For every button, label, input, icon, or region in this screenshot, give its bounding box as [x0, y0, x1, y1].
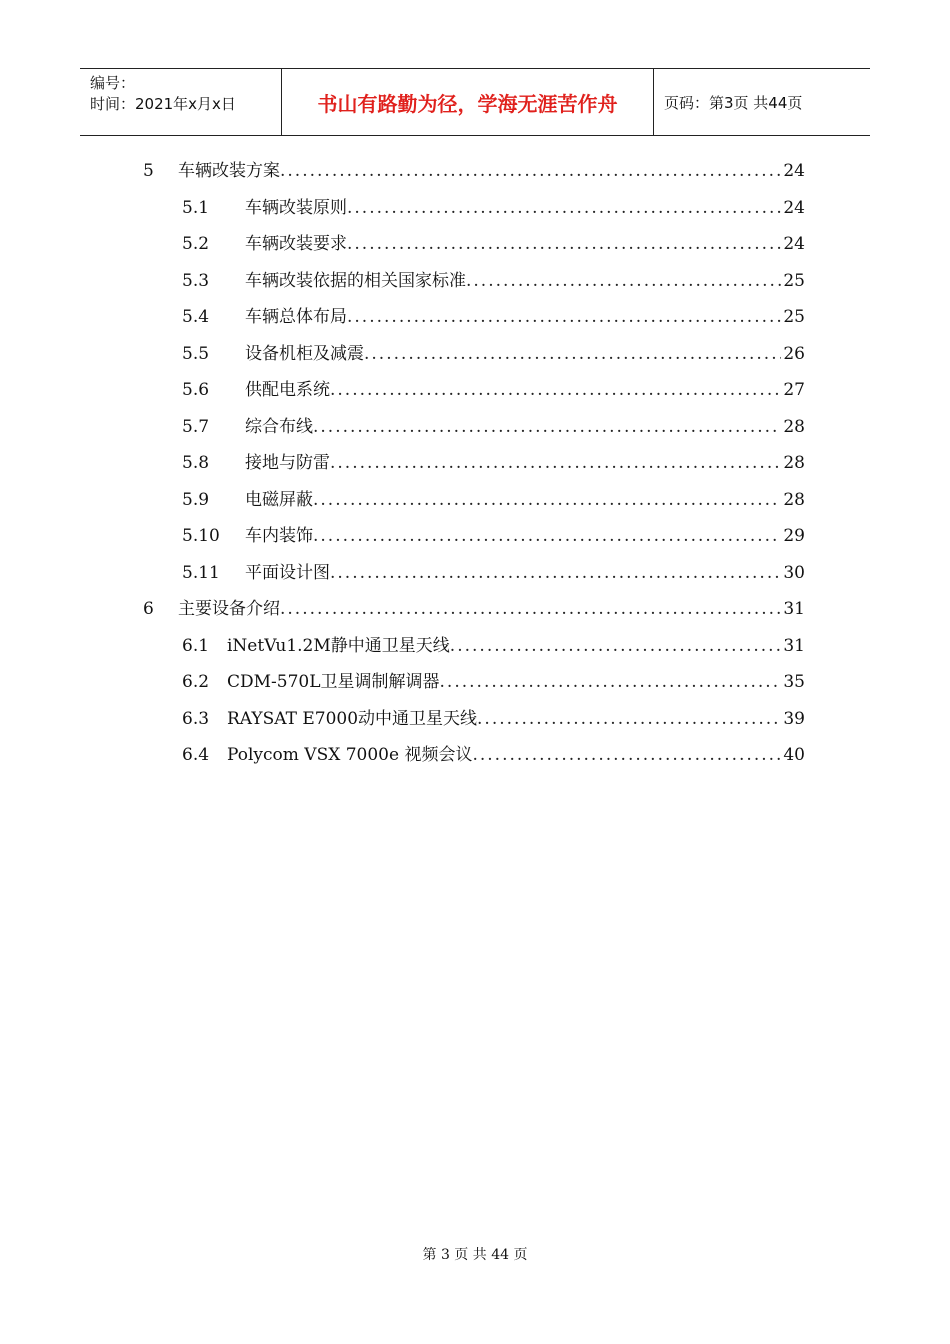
- toc-page: 26: [783, 344, 805, 364]
- toc-number: 6.4: [182, 745, 210, 765]
- toc-page: 35: [783, 672, 805, 692]
- toc-title: 设备机柜及减震: [245, 344, 364, 364]
- toc-leader: [347, 195, 781, 221]
- toc-title: 平面设计图: [245, 563, 330, 583]
- toc-page: 25: [783, 307, 805, 327]
- toc-entry-6[interactable]: [143, 596, 805, 622]
- toc-leader: [450, 633, 782, 659]
- toc-leader: [477, 706, 781, 732]
- toc-page: 24: [783, 161, 805, 181]
- toc-entry-5-5[interactable]: [182, 341, 805, 367]
- toc-number: 6.2: [182, 672, 210, 692]
- toc-number: 5.9: [182, 490, 210, 510]
- toc-leader: [466, 268, 781, 294]
- toc-number: 5.4: [182, 307, 210, 327]
- toc-number: 5.10: [182, 526, 220, 546]
- header-page-info: 页码：第3页 共44页: [664, 93, 803, 112]
- toc-page: 28: [783, 453, 805, 473]
- toc-page: 28: [783, 417, 805, 437]
- toc-leader: [330, 450, 781, 476]
- toc-entry-5-7[interactable]: [182, 414, 805, 440]
- toc-page: 39: [783, 709, 805, 729]
- toc-entry-5-11[interactable]: [182, 560, 805, 586]
- toc-entry-6-2[interactable]: [182, 669, 805, 695]
- toc-leader: [330, 560, 781, 586]
- toc-page: 40: [783, 745, 805, 765]
- toc-entry-5-2[interactable]: [182, 231, 805, 257]
- toc-title: 主要设备介绍: [178, 599, 280, 619]
- toc-entry-6-3[interactable]: [182, 706, 805, 732]
- toc-title: 供配电系统: [245, 380, 330, 400]
- toc-number: 5.11: [182, 563, 220, 583]
- toc-number: 6: [143, 599, 154, 619]
- toc-title: 车辆总体布局: [245, 307, 347, 327]
- toc-leader: [313, 487, 781, 513]
- toc-entry-5-8[interactable]: [182, 450, 805, 476]
- toc-page: 24: [783, 198, 805, 218]
- toc-entry-6-1[interactable]: [182, 633, 805, 659]
- toc-entry-5-10[interactable]: [182, 523, 805, 549]
- toc-title: 车辆改装方案: [178, 161, 280, 181]
- document-number-label: 编号：: [90, 74, 136, 92]
- toc-entry-5-1[interactable]: [182, 195, 805, 221]
- toc-title: RAYSAT E7000动中通卫星天线: [227, 709, 478, 729]
- toc-leader: [347, 231, 781, 257]
- toc-page: 29: [783, 526, 805, 546]
- toc-leader: [280, 596, 781, 622]
- header-meta: [80, 69, 281, 135]
- toc-page: 30: [783, 563, 805, 583]
- toc-leader: [330, 377, 781, 403]
- toc-number: 5.1: [182, 198, 210, 218]
- toc-title: CDM-570L卫星调制解调器: [227, 672, 440, 692]
- toc-number: 6.3: [182, 709, 210, 729]
- toc-entry-5[interactable]: [143, 158, 805, 184]
- toc-number: 5.3: [182, 271, 210, 291]
- toc-title: 电磁屏蔽: [245, 490, 313, 510]
- toc-leader: [313, 523, 781, 549]
- toc-page: 25: [783, 271, 805, 291]
- toc-page: 31: [783, 636, 805, 656]
- toc-leader: [313, 414, 781, 440]
- toc-page: 28: [783, 490, 805, 510]
- toc-title: Polycom VSX 7000e 视频会议: [227, 745, 473, 765]
- toc-title: 车辆改装依据的相关国家标准: [245, 271, 466, 291]
- toc-number: 5.6: [182, 380, 210, 400]
- toc-leader: [472, 742, 781, 768]
- toc-number: 5.5: [182, 344, 210, 364]
- toc-leader: [440, 669, 782, 695]
- header-motto: 书山有路勤为径，学海无涯苦作舟: [281, 69, 654, 135]
- toc-page: 24: [783, 234, 805, 254]
- toc-entry-5-6[interactable]: [182, 377, 805, 403]
- toc-title: iNetVu1.2M静中通卫星天线: [227, 636, 450, 656]
- document-time-label: 时间：2021年x月x日: [90, 95, 236, 113]
- toc-title: 车内装饰: [245, 526, 313, 546]
- toc-number: 5.7: [182, 417, 210, 437]
- page-footer: 第 3 页 共 44 页: [422, 1247, 528, 1263]
- toc-leader: [347, 304, 781, 330]
- toc-leader: [364, 341, 781, 367]
- toc-leader: [280, 158, 781, 184]
- toc-page: 31: [783, 599, 805, 619]
- toc-number: 6.1: [182, 636, 210, 656]
- toc-title: 综合布线: [245, 417, 313, 437]
- toc-entry-6-4[interactable]: [182, 742, 805, 768]
- toc-title: 接地与防雷: [245, 453, 330, 473]
- toc-number: 5: [143, 161, 154, 181]
- toc-entry-5-3[interactable]: [182, 268, 805, 294]
- toc-entry-5-9[interactable]: [182, 487, 805, 513]
- toc-page: 27: [783, 380, 805, 400]
- toc-number: 5.2: [182, 234, 210, 254]
- toc-title: 车辆改装原则: [245, 198, 347, 218]
- toc-title: 车辆改装要求: [245, 234, 347, 254]
- page-header: [80, 68, 870, 136]
- toc-entry-5-4[interactable]: [182, 304, 805, 330]
- toc-number: 5.8: [182, 453, 210, 473]
